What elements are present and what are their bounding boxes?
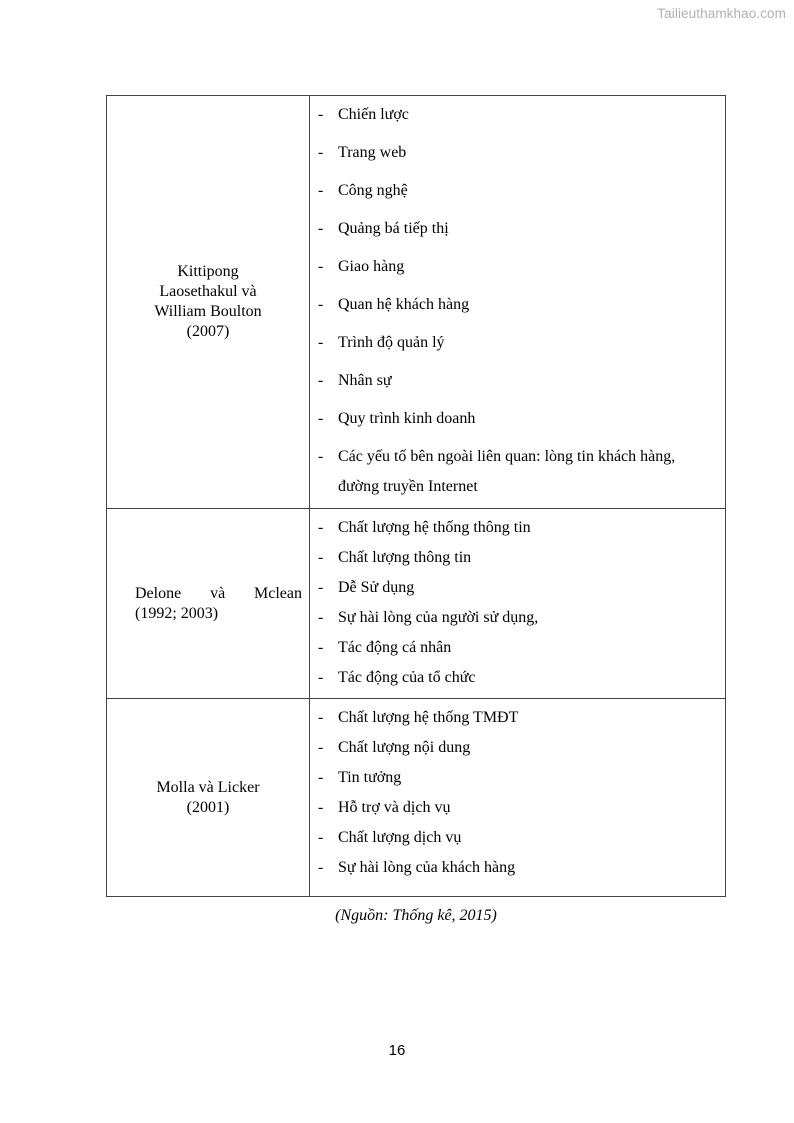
author-line: (2001) (186, 798, 230, 816)
factors-cell (310, 699, 726, 897)
factor-text: Nhân sự (338, 372, 392, 389)
list-item (310, 823, 717, 853)
factor-text: Công nghệ (338, 182, 408, 199)
factors-cell (310, 96, 726, 509)
author-line: Laosethakul và (159, 283, 257, 300)
bullet-dash: - (318, 639, 324, 656)
author-line: Molla và Licker (156, 778, 260, 796)
bullet-dash: - (318, 829, 324, 846)
bullet-dash: - (318, 182, 324, 199)
factors-table (106, 95, 726, 897)
factor-text: Quy trình kinh doanh (338, 410, 476, 427)
factor-text: Tác động cá nhân (338, 639, 452, 656)
list-item (310, 442, 717, 502)
list-item (310, 176, 717, 206)
factor-text: Dễ Sử dụng (338, 579, 415, 596)
author-cell (107, 96, 310, 509)
list-item (310, 633, 717, 663)
bullet-dash: - (318, 258, 324, 275)
factor-text: Hỗ trợ và dịch vụ (338, 799, 451, 816)
list-item (310, 328, 717, 358)
author-cell (107, 509, 310, 699)
watermark: Tailieuthamkhao.com (657, 6, 786, 21)
bullet-dash: - (318, 579, 324, 596)
list-item (310, 252, 717, 282)
factor-text: Quảng bá tiếp thị (338, 220, 449, 237)
bullet-dash: - (318, 709, 324, 726)
list-item (310, 543, 717, 573)
factor-text: Giao hàng (338, 258, 405, 275)
factor-text: Chất lượng hệ thống TMĐT (338, 709, 519, 726)
list-item (310, 513, 717, 543)
bullet-dash: - (318, 609, 324, 626)
table-row (107, 699, 726, 897)
author-line: Delone và Mclean (135, 584, 302, 602)
list-item (310, 853, 717, 883)
list-item (310, 138, 717, 168)
bullet-dash: - (318, 549, 324, 566)
factor-text: Chất lượng nội dung (338, 739, 471, 756)
factor-text: Sự hài lòng của khách hàng (338, 859, 516, 876)
author-line: William Boulton (154, 303, 262, 320)
bullet-dash: - (318, 859, 324, 876)
factor-text: Chất lượng hệ thống thông tin (338, 519, 531, 536)
bullet-dash: - (318, 334, 324, 351)
list-item (310, 290, 717, 320)
factor-text: Trang web (338, 144, 407, 161)
bullet-dash: - (318, 220, 324, 237)
table-row (107, 509, 726, 699)
bullet-dash: - (318, 769, 324, 786)
list-item (310, 603, 717, 633)
list-item (310, 573, 717, 603)
list-item (310, 793, 717, 823)
factor-text: Chất lượng thông tin (338, 549, 472, 566)
bullet-dash: - (318, 372, 324, 389)
bullet-dash: - (318, 296, 324, 313)
author-line: (1992; 2003) (135, 604, 219, 622)
author-line: (2007) (186, 323, 230, 340)
author-line: Kittipong (177, 263, 239, 280)
list-item (310, 763, 717, 793)
bullet-dash: - (318, 669, 324, 686)
bullet-dash: - (318, 144, 324, 161)
factor-text: Tin tưởng (338, 769, 402, 786)
bullet-dash: - (318, 448, 324, 465)
factor-list (310, 96, 725, 508)
list-item (310, 703, 717, 733)
list-item (310, 663, 717, 693)
factor-text: Sự hài lòng của người sử dụng, (338, 609, 539, 626)
bullet-dash: - (318, 106, 324, 123)
list-item (310, 100, 717, 130)
source-note: (Nguồn: Thống kê, 2015) (335, 907, 497, 924)
list-item (310, 214, 717, 244)
factor-text: Trình độ quản lý (338, 334, 445, 351)
bullet-dash: - (318, 410, 324, 427)
bullet-dash: - (318, 519, 324, 536)
bullet-dash: - (318, 799, 324, 816)
list-item (310, 404, 717, 434)
factor-text: Chiến lược (338, 106, 409, 123)
factor-text: Quan hệ khách hàng (338, 296, 470, 313)
factors-cell (310, 509, 726, 699)
author-cell (107, 699, 310, 897)
list-item (310, 733, 717, 763)
bullet-dash: - (318, 739, 324, 756)
factor-list (310, 509, 725, 698)
factor-text: Tác động của tổ chức (338, 669, 476, 686)
page-number: 16 (388, 1042, 406, 1059)
table-row (107, 96, 726, 509)
factor-list (310, 699, 725, 896)
list-item (310, 366, 717, 396)
factor-text: Các yếu tố bên ngoài liên quan: lòng tin khách hàng, đường truyền Internet (338, 448, 676, 495)
factor-text: Chất lượng dịch vụ (338, 829, 462, 846)
